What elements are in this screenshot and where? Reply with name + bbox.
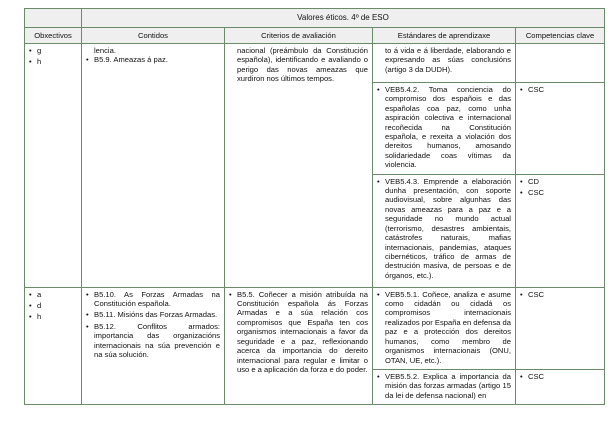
curriculum-table	[24, 8, 605, 405]
standard-cell	[373, 44, 516, 83]
standard-item: • VEB5.5.2. Explica a importancia da misión das forzas armadas (artigo 15 da lei de defensa nacional) en	[377, 372, 511, 400]
competences-cell	[516, 369, 605, 404]
competence-item: • CD	[520, 177, 600, 186]
standard-cell	[373, 369, 516, 404]
header-standards: Estándares de aprendizaxe	[373, 28, 516, 44]
objective-item: • h	[29, 57, 77, 66]
contents-cell	[82, 287, 225, 404]
standard-cell	[373, 287, 516, 369]
objectives-cell	[25, 44, 82, 288]
content-item: • B5.10. As Forzas Armadas na Constitución española.	[86, 290, 220, 309]
competences-cell	[516, 83, 605, 175]
competence-item: • CSC	[520, 85, 600, 94]
contents-cell	[82, 44, 225, 288]
header-contents: Contidos	[82, 28, 225, 44]
standard-item: • VEB5.4.3. Emprende a elaboración dunha presentación, con soporte audiovisual, sobre algunhas das novas ameazas para a paz e a seguridade no mundo actual (terrorismo, desastres ambientais, catástrofes naturais, mafias internacionais, pandemias, ataques cibernéticos, tráfico de armas de destrución masiva, de persoas e de órganos, etc.).	[377, 177, 511, 280]
objectives-cell	[25, 287, 82, 404]
standard-item: • VEB5.5.1. Coñece, analiza e asume como cidadán ou cidadá os compromisos internacionais realizados por España en defensa da paz e a protección dos dereitos humanos, como membro de organismos internacionais (ONU, OTAN, UE, etc.).	[377, 290, 511, 365]
title-row	[25, 9, 605, 28]
objectives-list	[29, 46, 77, 67]
competence-item: • CSC	[520, 188, 600, 197]
title-blank-cell	[25, 9, 82, 28]
objective-item: • a	[29, 290, 77, 299]
content-item: • B5.12. Conflitos armados: importancia das organizacións internacionais na súa prevención e na súa solución.	[86, 322, 220, 360]
criteria-cell	[225, 44, 373, 288]
competences-cell	[516, 174, 605, 287]
objective-item: • g	[29, 46, 77, 55]
competence-item: • CSC	[520, 290, 600, 299]
standard-cell	[373, 83, 516, 175]
contents-continuation: lencia.	[94, 46, 116, 55]
criteria-cell	[225, 287, 373, 404]
table-title: Valores éticos. 4º de ESO	[82, 9, 605, 28]
header-competences: Competencias clave	[516, 28, 605, 44]
competences-cell	[516, 287, 605, 369]
header-row	[25, 28, 605, 44]
criterion-item: • B5.5. Coñecer a misión atribuída na Constitución española ás Forzas Armadas e a súa relación cos compromisos que España ten cos organismos internacionais a favor da seguridade e a paz, reflexionando acerca da importancia do dereito internacional para regular e limitar o uso e a aplicación da forza e do poder.	[229, 290, 368, 375]
content-item: • B5.11. Misións das Forzas Armadas.	[86, 310, 220, 319]
criteria-continuation: nacional (preámbulo da Constitución española), identificando e avaliando o perigo das novas ameazas que xurdiron nos últimos tempos.	[237, 46, 368, 84]
header-objectives: Obxectivos	[25, 28, 82, 44]
table-row	[25, 287, 605, 369]
competences-cell	[516, 44, 605, 83]
standard-cell	[373, 174, 516, 287]
competence-item: • CSC	[520, 372, 600, 381]
table-row	[25, 44, 605, 83]
header-criteria: Criterios de avaliación	[225, 28, 373, 44]
objective-item: • d	[29, 301, 77, 310]
objective-item: • h	[29, 312, 77, 321]
standard-item: • VEB5.4.2. Toma conciencia do compromiso dos españois e das españolas coa paz, como unha aspiración colectiva e internacional recoñecida na Constitución española, e rexeita a violación dos dereitos humanos, amosando solidariedade coas vítimas da violencia.	[377, 85, 511, 170]
standard-continuation: to á vida e á liberdade, elaborando e expresando as súas conclusións (artigo 3 da DUDH).	[385, 46, 511, 74]
content-item: • B5.9. Ameazas á paz.	[86, 55, 220, 64]
